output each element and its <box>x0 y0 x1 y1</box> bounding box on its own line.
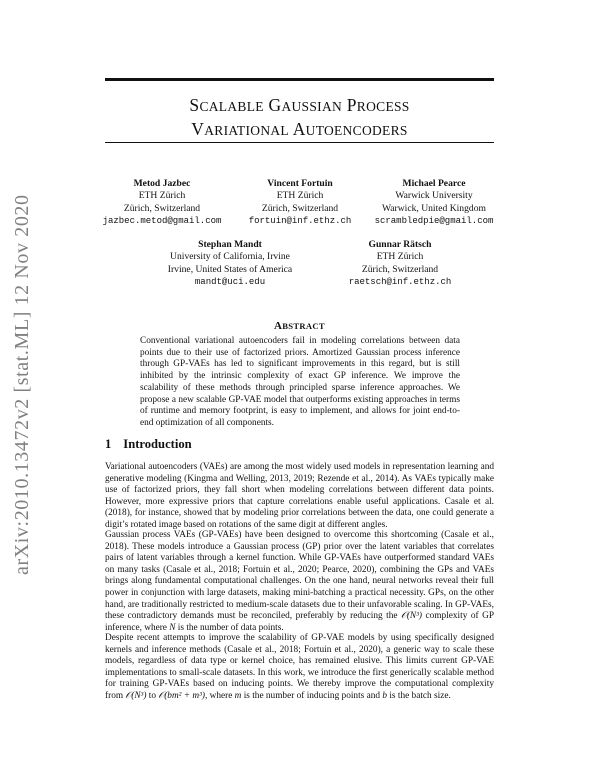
author-affiliation: University of California, Irvine <box>170 251 290 263</box>
title-word-rest: ROCESS <box>356 99 410 114</box>
title-word-initial: P <box>346 95 357 115</box>
author-location: Zürich, Switzerland <box>261 202 339 214</box>
text-run: is the number of data points. <box>175 622 284 633</box>
paragraph-text: Variational autoencoders (VAEs) are among the most widely used models in representation learning and generative modeling (Kingma and Welling, 2013, 2019; Rezende et al., 2014). As VAEs typically make use of factorized priors, they fall short when modeling correlations between different data points. However, more expressive priors that capture correlations enable useful applications. Casale et al. (2018), for instance, showed that by modeling prior correlations between the data, one could generate a digit’s rotated image based on rotations of the same digit at different angles. <box>105 462 494 530</box>
intro-paragraph-3 <box>105 633 494 703</box>
author-affiliation: ETH Zürich <box>276 190 324 202</box>
author-name: Michael Pearce <box>402 178 466 189</box>
author-affiliation: ETH Zürich <box>376 251 424 263</box>
author-location: Warwick, United Kingdom <box>382 202 486 214</box>
title-rule-top <box>105 78 494 81</box>
math-variable: m <box>234 690 242 701</box>
paragraph-text <box>105 633 494 703</box>
abstract-text: Conventional variational autoencoders fail in modeling correlations between data points due to their use of factorized priors. Amortized Gaussian process inference through GP-VAEs has led to significant improvements in this regard, but is still inhibited by the intrinsic complexity of exact GP inference. We improve the scalability of these methods through principled sparse inference approaches. We propose a new scalable GP-VAE model that outperforms existing approaches in terms of runtime and memory footprint, is easy to implement, and allows for joint end-to-end optimization of all components. <box>140 336 460 428</box>
author-email: mandt@uci.edu <box>194 277 266 288</box>
author-name: Gunnar Rätsch <box>368 239 432 250</box>
title-word-initial: A <box>292 119 306 139</box>
text-run: , where <box>204 690 235 701</box>
author-location: Zürich, Switzerland <box>123 202 201 214</box>
title-line-2 <box>105 118 494 142</box>
title-word-rest: AUSSIAN <box>281 99 343 114</box>
author-name: Metod Jazbec <box>133 178 191 189</box>
author-name: Stephan Mandt <box>198 239 262 250</box>
title-word-rest: CALABLE <box>199 99 264 114</box>
math-complexity: 𝒪(bm² + m³) <box>158 690 205 701</box>
text-run: is the number of inducing points and <box>241 690 383 701</box>
title-word-initial: S <box>189 95 200 115</box>
abstract-heading <box>105 320 494 332</box>
author-email: jazbec.metod@gmail.com <box>102 216 222 227</box>
abstract-heading-rest: BSTRACT <box>282 321 325 331</box>
section-heading-introduction <box>105 437 192 452</box>
title-line-1 <box>105 94 494 118</box>
author-email: scrambledpie@gmail.com <box>374 216 494 227</box>
title-word-initial: G <box>268 95 282 115</box>
section-title: Introduction <box>123 437 192 451</box>
author-block-jazbec <box>92 178 232 228</box>
author-location: Zürich, Switzerland <box>361 263 439 275</box>
author-block-pearce <box>364 178 504 228</box>
text-run: is the batch size. <box>387 690 451 701</box>
abstract-heading-initial: A <box>274 320 283 332</box>
author-email: fortuin@inf.ethz.ch <box>248 216 352 227</box>
author-location: Irvine, United States of America <box>167 263 293 275</box>
math-complexity: 𝒪(N³) <box>125 690 147 701</box>
author-block-ratsch <box>330 239 470 289</box>
title-word-initial: V <box>191 119 205 139</box>
paper-title <box>105 94 494 142</box>
author-name: Vincent Fortuin <box>267 178 333 189</box>
author-email: raetsch@inf.ethz.ch <box>348 277 452 288</box>
title-word-rest: ARIATIONAL <box>204 123 289 138</box>
author-affiliation: ETH Zürich <box>138 190 186 202</box>
text-run: Gaussian process VAEs (GP-VAEs) have been designed to overcome this shortcoming (Casale et al., 2018). These models introduce a Gaussian process (GP) prior over the latent variables that correlates pairs of latent variables through a kernel function. While GP-VAEs have outperformed standard VAEs on many tasks (Casale et al., 2018; Fortuin et al., 2020; Pearce, 2020), combining the GPs and VAEs brings along fundamental computational challenges. On the one hand, neural networks reveal their full power in conjunction with large datasets, making mini-batching a practical necessity. GPs, on the other hand, are traditionally restricted to medium-scale datasets due to their unfavorable scaling. In GP-VAEs, these contradictory demands must be reconciled, preferably by reducing the <box>105 530 494 622</box>
author-block-mandt <box>150 239 310 289</box>
intro-paragraph-1 <box>105 462 494 532</box>
math-variable: N <box>169 622 176 633</box>
math-complexity: 𝒪(N³) <box>400 611 423 622</box>
section-number: 1 <box>105 437 112 451</box>
text-run: Despite recent attempts to improve the scalability of GP-VAE models by using specifically designed kernels and inference methods (Casale et al., 2018; Fortuin et al., 2020), a generic way to scale these models, regardless of data type or kernel choice, has remained elusive. This limits current GP-VAE implementations to small-scale datasets. In this work, we introduce the first generically scalable method for training GP-VAEs based on inducing points. We thereby improve the computational complexity from <box>105 633 494 701</box>
title-word-rest: UTOENCODERS <box>305 123 408 138</box>
author-affiliation: Warwick University <box>395 190 473 202</box>
author-block-fortuin <box>240 178 360 228</box>
paragraph-text <box>105 530 494 634</box>
intro-paragraph-2 <box>105 530 494 634</box>
title-rule-bottom <box>105 142 494 143</box>
math-variable: b <box>382 690 388 701</box>
text-run: complexity of GP inference, where <box>105 611 494 633</box>
arxiv-identifier-stamp: arXiv:2010.13472v2 [stat.ML] 12 Nov 2020 <box>11 194 33 575</box>
text-run: to <box>146 690 159 701</box>
